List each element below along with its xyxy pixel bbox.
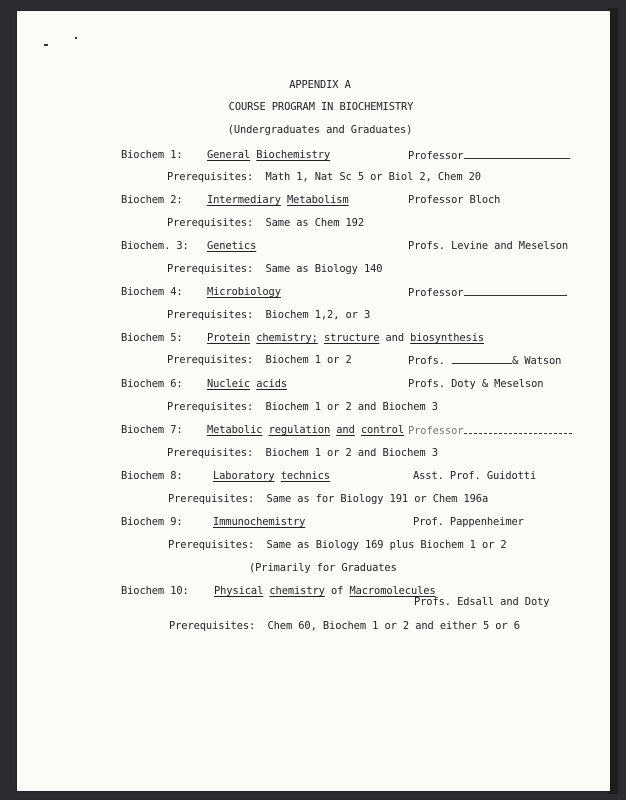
course-title: Genetics (207, 240, 257, 252)
course-code: Biochem 8: (121, 470, 183, 482)
course-instructor: Professor (408, 149, 570, 162)
course-instructor: Prof. Pappenheimer (413, 516, 524, 528)
course-instructor: Professor Bloch (408, 194, 501, 206)
course-instructor: Professor (408, 424, 572, 437)
course-code: Biochem 2: (121, 194, 183, 206)
course-code: Biochem 9: (121, 516, 183, 528)
course-title: Laboratory technics (213, 470, 330, 482)
course-prerequisites: Prerequisites: Math 1, Nat Sc 5 or Biol 2, Chem 20 (167, 171, 481, 183)
course-code: Biochem 6: (121, 378, 183, 390)
course-instructor: Professor (408, 286, 567, 299)
course-code: Biochem 1: (121, 149, 183, 161)
course-instructor: Profs. Levine and Meselson (408, 240, 569, 252)
course-prerequisites: Prerequisites: Biochem 1 or 2 (167, 354, 352, 366)
course-title: Nucleic acids (207, 378, 288, 390)
course-title: Immunochemistry (213, 516, 306, 528)
course-title: Physical chemistry of Macromolecules (214, 585, 436, 597)
course-code: Biochem. 3: (121, 240, 189, 252)
course-prerequisites: Prerequisites: Biochem 1 or 2 and Biochem 3 (167, 401, 438, 413)
course-title: Protein chemistry; structure and biosynthesis (207, 332, 485, 344)
course-instructor: Profs. Edsall and Doty (414, 596, 550, 608)
course-instructor: Asst. Prof. Guidotti (413, 470, 537, 482)
stray-mark (75, 37, 77, 39)
course-code: Biochem 4: (121, 286, 183, 298)
course-prerequisites: Prerequisites: Biochem 1 or 2 and Biochem 3 (167, 447, 438, 459)
course-title: Intermediary Metabolism (207, 194, 349, 206)
section-note: (Primarily for Graduates (249, 562, 397, 574)
course-prerequisites: Prerequisites: Same as Biology 140 (167, 263, 383, 275)
course-prerequisites: Prerequisites: Chem 60, Biochem 1 or 2 and either 5 or 6 (169, 620, 520, 632)
course-title: General Biochemistry (207, 149, 331, 161)
stray-mark (44, 44, 48, 46)
page-subtitle: (Undergraduates and Graduates) (227, 124, 413, 136)
course-prerequisites: Prerequisites: Same as Biology 169 plus Biochem 1 or 2 (168, 539, 507, 551)
course-code: Biochem 5: (121, 332, 183, 344)
appendix-label: APPENDIX A (289, 79, 351, 91)
course-title: Metabolic regulation and control (207, 424, 404, 436)
course-prerequisites: Prerequisites: Same as Chem 192 (167, 217, 364, 229)
course-title: Microbiology (207, 286, 281, 298)
course-instructor: Profs. Doty & Meselson (408, 378, 544, 390)
course-code: Biochem 10: (121, 585, 189, 597)
page-title: COURSE PROGRAM IN BIOCHEMISTRY (228, 101, 414, 113)
course-code: Biochem 7: (121, 424, 183, 436)
course-prerequisites: Prerequisites: Same as for Biology 191 or Chem 196a (168, 493, 489, 505)
course-prerequisites: Prerequisites: Biochem 1,2, or 3 (167, 309, 371, 321)
course-instructor: Profs. & Watson (408, 355, 562, 367)
